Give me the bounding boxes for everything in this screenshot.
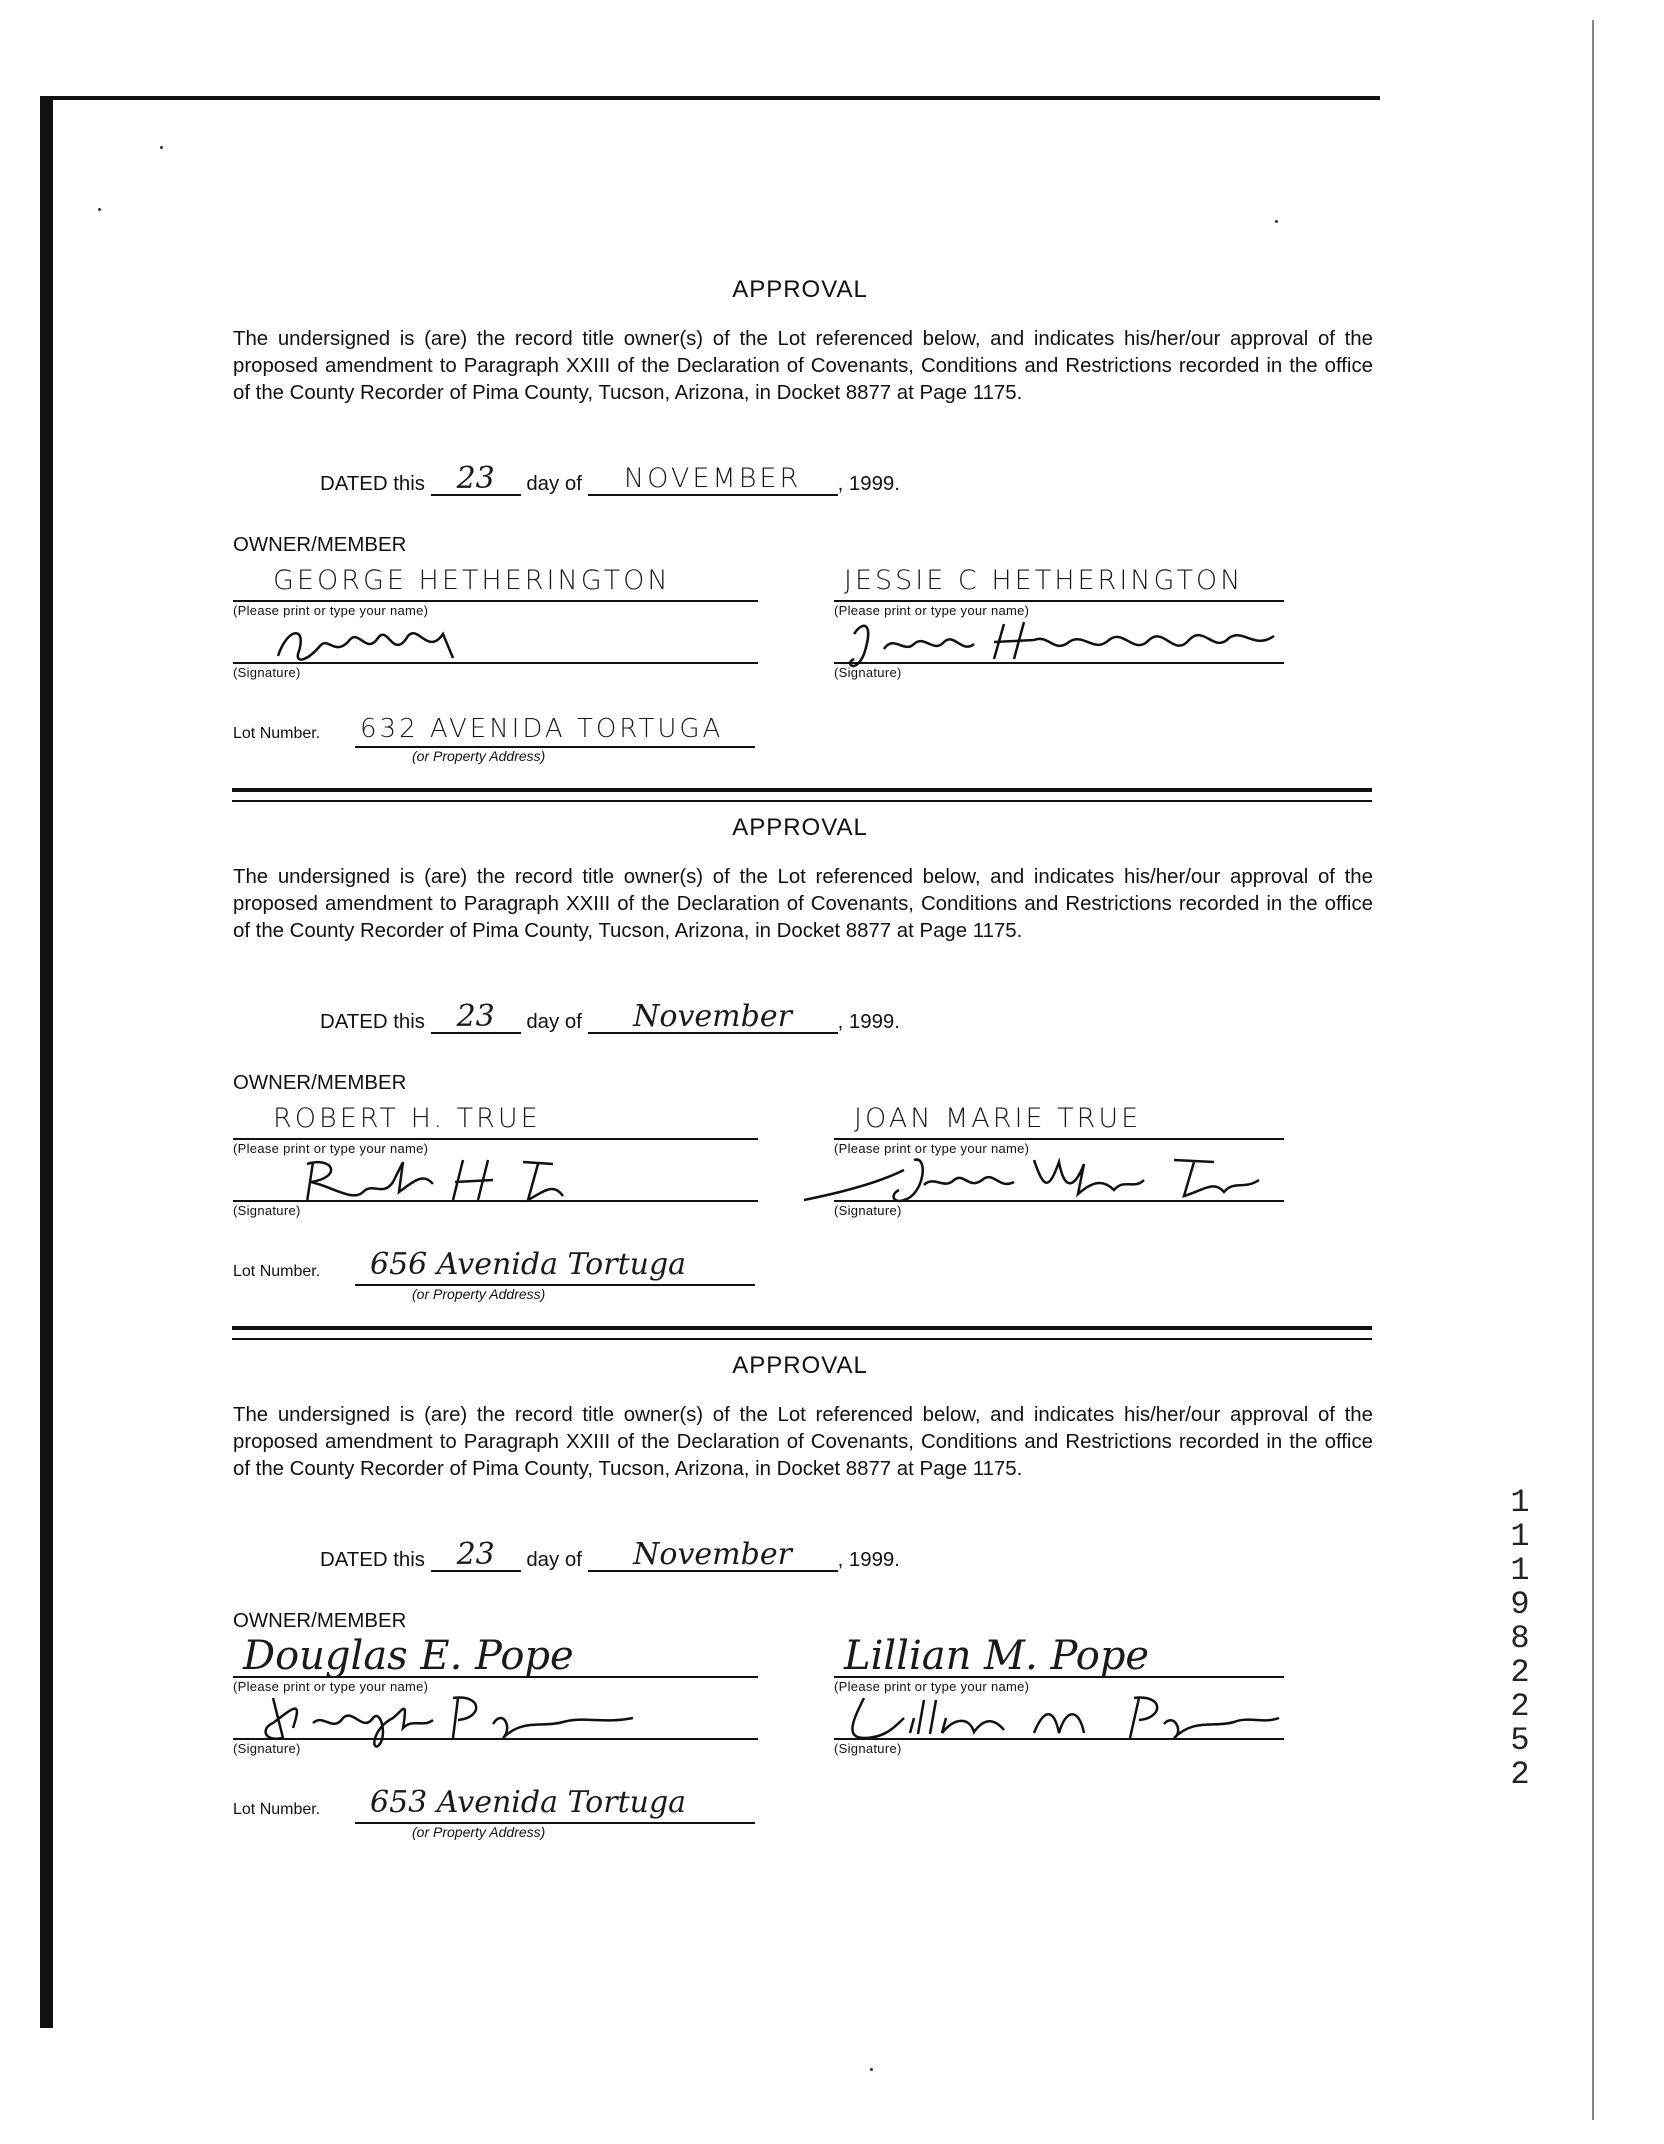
owner-member-label: OWNER/MEMBER bbox=[233, 1072, 407, 1094]
owner-1-signature bbox=[293, 1152, 593, 1212]
approval-paragraph: The undersigned is (are) the record title owner(s) of the Lot referenced below, and indicates his/her/our approval of the proposed amendment to Paragraph XXIII of the Declaration of Covenants, Conditions and Restrictions recorded in the office of the County Recorder of Pima County, Tucson, Arizona, in Docket 8877 at Page 1175. bbox=[233, 328, 1373, 404]
scan-speck bbox=[1275, 220, 1278, 223]
owner-2-printed-name[interactable]: JESSIE C HETHERINGTON bbox=[844, 565, 1244, 596]
approval-section-2 bbox=[0, 814, 1664, 1354]
signature-caption: (Signature) bbox=[834, 1741, 902, 1756]
dated-day-field[interactable]: 23 bbox=[431, 1002, 521, 1034]
owner-1-printed-name[interactable]: ROBERT H. TRUE bbox=[273, 1103, 541, 1134]
print-name-caption: (Please print or type your name) bbox=[233, 1141, 429, 1156]
signature-caption: (Signature) bbox=[834, 1203, 902, 1218]
dated-line: DATED this 23 day of NOVEMBER , 1999. bbox=[320, 461, 900, 496]
approval-paragraph: The undersigned is (are) the record title owner(s) of the Lot referenced below, and indicates his/her/our approval of the proposed amendment to Paragraph XXIII of the Declaration of Covenants, Conditions and Restrictions recorded in the office of the County Recorder of Pima County, Tucson, Arizona, in Docket 8877 at Page 1175. bbox=[233, 1404, 1373, 1480]
page-border-top bbox=[40, 96, 1380, 100]
signature-caption: (Signature) bbox=[834, 665, 902, 680]
section-heading: APPROVAL bbox=[732, 1352, 868, 1379]
print-name-caption: (Please print or type your name) bbox=[834, 1679, 1030, 1694]
owner-1-block bbox=[233, 1104, 753, 1254]
owner-2-block bbox=[834, 1633, 1354, 1792]
print-name-caption: (Please print or type your name) bbox=[233, 1679, 429, 1694]
owner-2-signature bbox=[834, 614, 1294, 678]
dated-line: DATED this 23 day of November , 1999. bbox=[320, 999, 900, 1034]
dated-month-field[interactable]: November bbox=[588, 1002, 838, 1034]
signature-caption: (Signature) bbox=[233, 1741, 301, 1756]
scan-speck bbox=[160, 146, 163, 149]
approval-section-1 bbox=[0, 276, 1664, 816]
lot-number-value[interactable]: 656 Avenida Tortuga bbox=[370, 1247, 687, 1282]
owner-member-label: OWNER/MEMBER bbox=[233, 534, 407, 556]
owner-1-signature bbox=[253, 1688, 653, 1752]
lot-number-label: Lot Number. bbox=[233, 1801, 321, 1818]
owner-1-block bbox=[233, 1633, 753, 1792]
section-heading: APPROVAL bbox=[732, 276, 868, 303]
dated-line: DATED this 23 day of November , 1999. bbox=[320, 1537, 900, 1572]
approval-section-3 bbox=[0, 1352, 1664, 1892]
signature-caption: (Signature) bbox=[233, 665, 301, 680]
property-address-caption: (or Property Address) bbox=[412, 1824, 546, 1840]
lot-number-value[interactable]: 653 Avenida Tortuga bbox=[370, 1785, 687, 1820]
dated-month-field[interactable]: NOVEMBER bbox=[588, 464, 838, 496]
owner-2-printed-name[interactable]: Lillian M. Pope bbox=[844, 1633, 1150, 1679]
signature-caption: (Signature) bbox=[233, 1203, 301, 1218]
lot-number-label: Lot Number. bbox=[233, 725, 321, 742]
section-divider bbox=[232, 1326, 1372, 1340]
scan-speck bbox=[870, 2068, 873, 2071]
approval-paragraph: The undersigned is (are) the record title owner(s) of the Lot referenced below, and indicates his/her/our approval of the proposed amendment to Paragraph XXIII of the Declaration of Covenants, Conditions and Restrictions recorded in the office of the County Recorder of Pima County, Tucson, Arizona, in Docket 8877 at Page 1175. bbox=[233, 866, 1373, 942]
property-address-caption: (or Property Address) bbox=[412, 748, 546, 764]
recording-stamp: 11198 2252 bbox=[1510, 1484, 1530, 1793]
owner-1-signature bbox=[268, 616, 528, 676]
owner-2-block bbox=[834, 1104, 1354, 1254]
lot-number-value[interactable]: 632 AVENIDA TORTUGA bbox=[360, 714, 724, 744]
print-name-caption: (Please print or type your name) bbox=[233, 603, 429, 618]
property-address-caption: (or Property Address) bbox=[412, 1286, 546, 1302]
owner-member-label: OWNER/MEMBER bbox=[233, 1610, 407, 1632]
owner-2-printed-name[interactable]: JOAN MARIE TRUE bbox=[854, 1103, 1142, 1134]
owner-2-block bbox=[834, 566, 1354, 716]
print-name-caption: (Please print or type your name) bbox=[834, 1141, 1030, 1156]
section-heading: APPROVAL bbox=[732, 814, 868, 841]
lot-number-label: Lot Number. bbox=[233, 1263, 321, 1280]
dated-month-field[interactable]: November bbox=[588, 1540, 838, 1572]
scan-speck bbox=[98, 208, 101, 211]
owner-1-block bbox=[233, 566, 753, 716]
section-divider bbox=[232, 788, 1372, 802]
owner-1-printed-name[interactable]: Douglas E. Pope bbox=[243, 1633, 574, 1679]
owner-1-printed-name[interactable]: GEORGE HETHERINGTON bbox=[273, 565, 671, 596]
print-name-caption: (Please print or type your name) bbox=[834, 603, 1030, 618]
owner-2-signature bbox=[834, 1688, 1294, 1752]
dated-day-field[interactable]: 23 bbox=[431, 1540, 521, 1572]
dated-day-field[interactable]: 23 bbox=[431, 464, 521, 496]
